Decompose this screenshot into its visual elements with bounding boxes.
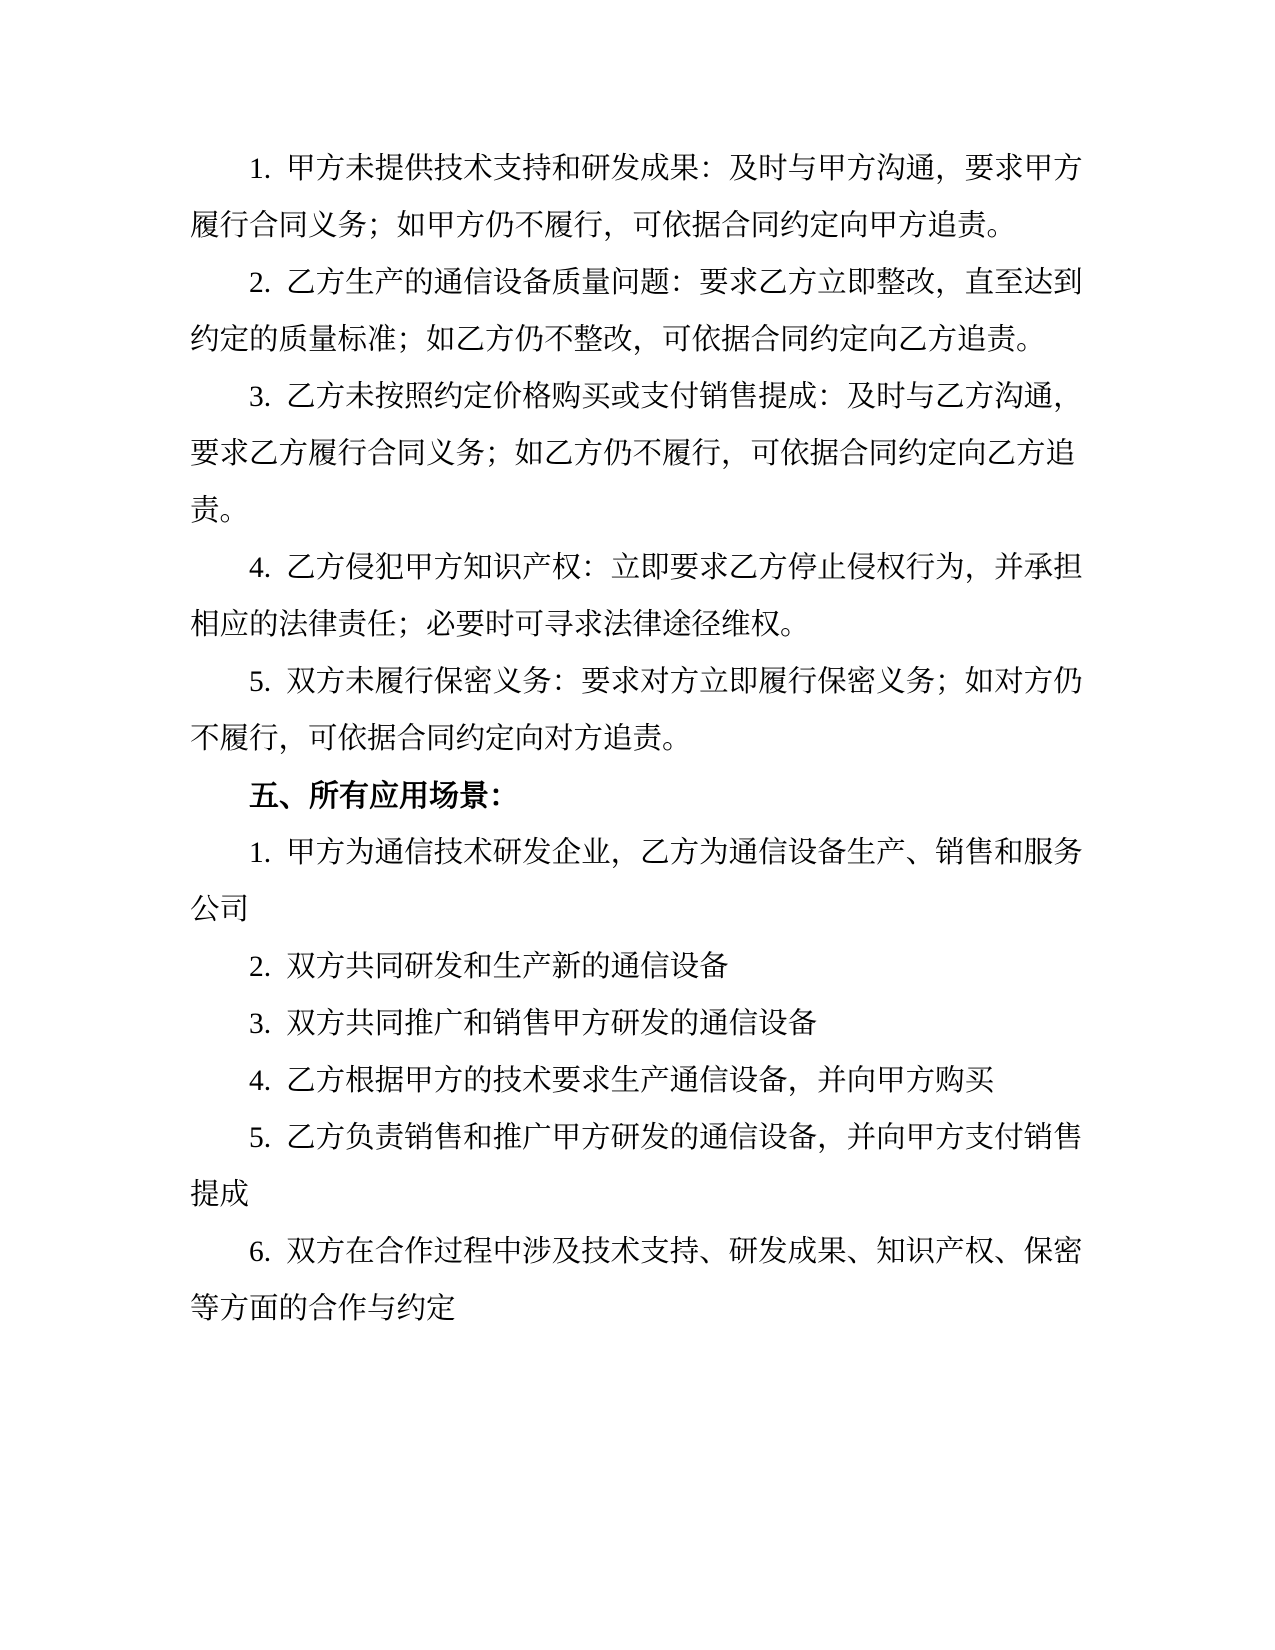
list-number: 3. <box>249 381 272 413</box>
list-number: 4. <box>249 1065 272 1097</box>
line-text: 相应的法律责任；必要时可寻求法律途径维权。 <box>190 609 810 641</box>
list-item-line <box>190 540 1083 597</box>
line-text: 责。 <box>190 495 250 527</box>
line-text: 公司 <box>190 894 250 926</box>
list-item-line <box>190 1053 1075 1110</box>
list-item-line <box>190 255 1083 312</box>
list-item-line <box>190 939 1075 996</box>
list-item-continuation <box>190 1281 1075 1338</box>
list-item-continuation <box>190 711 1075 768</box>
line-text: 履行合同义务；如甲方仍不履行，可依据合同约定向甲方追责。 <box>190 210 1017 242</box>
section-heading-text: 五、所有应用场景： <box>249 780 519 813</box>
line-text: 等方面的合作与约定 <box>190 1293 456 1325</box>
line-text: 乙方生产的通信设备质量问题：要求乙方立即整改，直至达到 <box>286 267 1083 299</box>
list-number: 1. <box>249 153 272 185</box>
line-text: 双方共同推广和销售甲方研发的通信设备 <box>286 1008 818 1040</box>
list-number: 2. <box>249 267 272 299</box>
list-item-continuation <box>190 483 1075 540</box>
list-number: 5. <box>249 1122 272 1154</box>
line-text: 双方未履行保密义务：要求对方立即履行保密义务；如对方仍 <box>286 666 1083 698</box>
list-item-continuation <box>190 198 1075 255</box>
list-item-line <box>190 654 1083 711</box>
list-number: 4. <box>249 552 272 584</box>
line-text: 要求乙方履行合同义务；如乙方仍不履行，可依据合同约定向乙方追 <box>190 438 1076 470</box>
list-number: 6. <box>249 1236 272 1268</box>
line-text: 乙方根据甲方的技术要求生产通信设备，并向甲方购买 <box>286 1065 995 1097</box>
list-item-line <box>190 1224 1083 1281</box>
section-heading <box>190 768 1075 825</box>
list-item-line <box>190 369 1083 426</box>
line-text: 不履行，可依据合同约定向对方追责。 <box>190 723 692 755</box>
line-text: 提成 <box>190 1179 250 1211</box>
line-text: 双方在合作过程中涉及技术支持、研发成果、知识产权、保密 <box>286 1236 1083 1268</box>
list-number: 1. <box>249 837 272 869</box>
line-text: 甲方未提供技术支持和研发成果：及时与甲方沟通，要求甲方 <box>286 153 1083 185</box>
list-item-continuation <box>190 1167 1075 1224</box>
list-item-line <box>190 141 1083 198</box>
list-item-continuation <box>190 882 1075 939</box>
line-text: 双方共同研发和生产新的通信设备 <box>286 951 729 983</box>
line-text: 乙方未按照约定价格购买或支付销售提成：及时与乙方沟通， <box>286 381 1083 413</box>
list-item-continuation <box>190 312 1075 369</box>
list-item-continuation <box>190 426 1075 483</box>
line-text: 甲方为通信技术研发企业，乙方为通信设备生产、销售和服务 <box>286 837 1083 869</box>
list-item-line <box>190 996 1075 1053</box>
list-number: 5. <box>249 666 272 698</box>
list-item-line <box>190 825 1083 882</box>
list-number: 3. <box>249 1008 272 1040</box>
list-item-line <box>190 1110 1083 1167</box>
line-text: 乙方侵犯甲方知识产权：立即要求乙方停止侵权行为，并承担 <box>286 552 1083 584</box>
line-text: 约定的质量标准；如乙方仍不整改，可依据合同约定向乙方追责。 <box>190 324 1046 356</box>
line-text: 乙方负责销售和推广甲方研发的通信设备，并向甲方支付销售 <box>286 1122 1083 1154</box>
list-number: 2. <box>249 951 272 983</box>
list-item-continuation <box>190 597 1075 654</box>
